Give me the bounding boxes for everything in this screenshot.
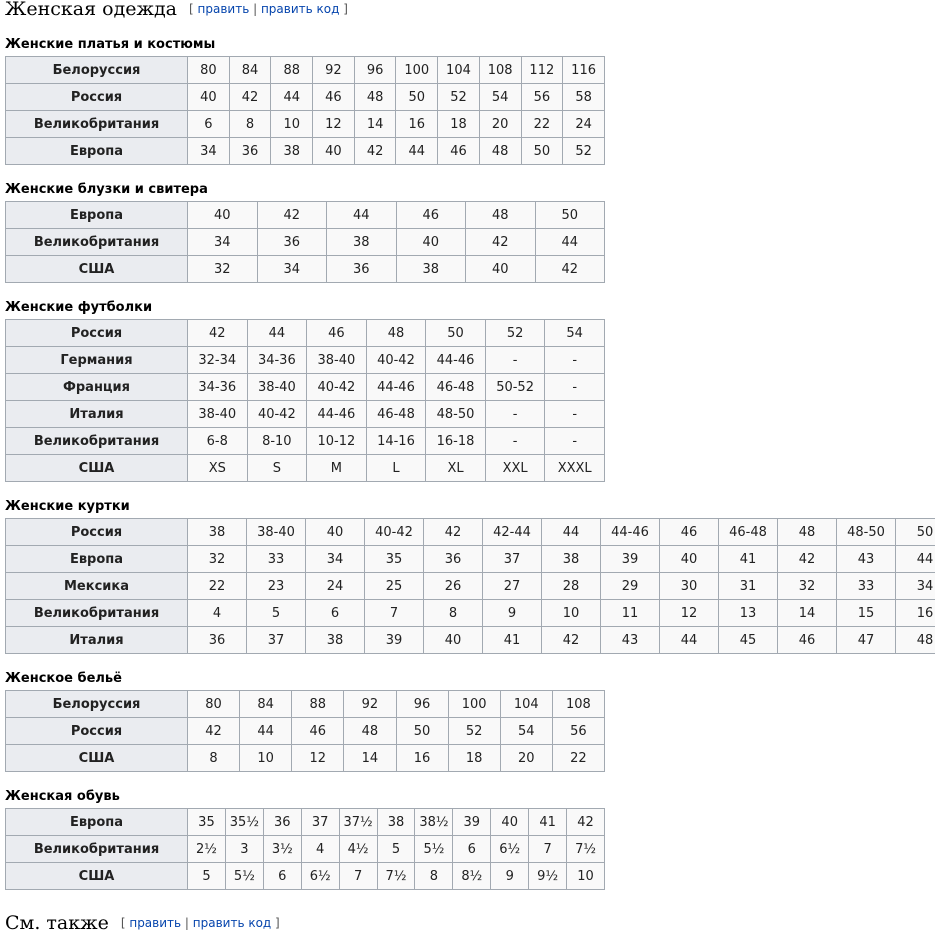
size-cell: M (307, 455, 367, 482)
row-header: Россия (6, 84, 188, 111)
table-row (6, 600, 935, 627)
size-cell: 34 (188, 229, 258, 256)
size-cell: 48 (778, 519, 837, 546)
size-cell: XXXL (545, 455, 605, 482)
size-cell: 52 (485, 320, 545, 347)
size-cell: 37 (247, 627, 306, 654)
size-cell: 33 (247, 546, 306, 573)
size-cell: 6 (263, 863, 301, 890)
caption-tshirts: Женские футболки (5, 300, 153, 315)
size-cell: 46 (396, 202, 466, 229)
size-cell: XS (188, 455, 248, 482)
size-cell: XXL (485, 455, 545, 482)
size-cell: 44-46 (307, 401, 367, 428)
size-cell: 48 (896, 627, 935, 654)
size-cell: 9 (491, 863, 529, 890)
size-cell: 54 (479, 84, 521, 111)
edit-section-links: [ править | править код ] (120, 916, 280, 930)
size-cell: 52 (438, 84, 480, 111)
edit-code-link[interactable]: править код (192, 916, 272, 930)
size-cell: - (545, 401, 605, 428)
size-cell: 50 (896, 519, 935, 546)
size-cell: 44-46 (426, 347, 486, 374)
size-cell: 5 (188, 863, 226, 890)
table-row (6, 836, 605, 863)
table-row (6, 809, 605, 836)
size-cell: 36 (424, 546, 483, 573)
size-cell: - (485, 428, 545, 455)
size-cell: 22 (188, 573, 247, 600)
size-cell: 48 (466, 202, 536, 229)
table-row (6, 519, 935, 546)
row-header: Великобритания (6, 111, 188, 138)
size-cell: 40-42 (365, 519, 424, 546)
size-cell: 50 (521, 138, 563, 165)
size-cell: 38 (271, 138, 313, 165)
size-cell: 32 (188, 546, 247, 573)
size-cell: 92 (344, 691, 396, 718)
table-row (6, 320, 605, 347)
size-cell: 41 (529, 809, 567, 836)
size-cell: 7 (339, 863, 377, 890)
size-cell: 48-50 (426, 401, 486, 428)
size-cell: 16-18 (426, 428, 486, 455)
caption-dresses: Женские платья и костюмы (5, 37, 216, 52)
size-cell: 6 (453, 836, 491, 863)
size-cell: 44 (535, 229, 605, 256)
size-cell: 38-40 (307, 347, 367, 374)
dresses-size-table (5, 56, 605, 165)
size-cell: 29 (601, 573, 660, 600)
size-cell: 34 (257, 256, 327, 283)
row-header: Европа (6, 546, 188, 573)
size-cell: 32 (188, 256, 258, 283)
size-cell: 42 (567, 809, 605, 836)
size-cell: 112 (521, 57, 563, 84)
section-heading (5, 0, 348, 19)
see-also-title: См. также (5, 912, 109, 934)
size-cell: 42 (466, 229, 536, 256)
edit-link[interactable]: править (197, 2, 250, 16)
size-cell: 38 (396, 256, 466, 283)
size-cell: 48 (366, 320, 426, 347)
size-cell: 42 (188, 320, 248, 347)
table-row (6, 84, 605, 111)
size-cell: 88 (271, 57, 313, 84)
size-cell: 6-8 (188, 428, 248, 455)
size-cell: 7 (365, 600, 424, 627)
size-cell: 44 (396, 138, 438, 165)
size-cell: 58 (563, 84, 605, 111)
size-cell: 32 (778, 573, 837, 600)
size-cell: 34 (896, 573, 935, 600)
size-cell: 12 (660, 600, 719, 627)
size-cell: 48 (344, 718, 396, 745)
size-cell: 40 (306, 519, 365, 546)
size-cell: 80 (188, 57, 230, 84)
caption-blouses: Женские блузки и свитера (5, 182, 208, 197)
tshirts-size-table (5, 319, 605, 482)
table-row (6, 347, 605, 374)
size-cell: - (545, 374, 605, 401)
size-cell: 23 (247, 573, 306, 600)
size-cell: 18 (448, 745, 500, 772)
size-cell: 3 (225, 836, 263, 863)
size-cell: 39 (601, 546, 660, 573)
size-cell: 96 (354, 57, 396, 84)
size-cell: 40 (188, 84, 230, 111)
size-cell: 104 (438, 57, 480, 84)
row-header: Мексика (6, 573, 188, 600)
size-cell: 38-40 (188, 401, 248, 428)
row-header: Россия (6, 519, 188, 546)
size-cell: 42 (424, 519, 483, 546)
size-cell: 46 (307, 320, 367, 347)
size-cell: 40-42 (247, 401, 307, 428)
size-cell: 50 (535, 202, 605, 229)
size-cell: 38½ (415, 809, 453, 836)
size-cell: 35 (365, 546, 424, 573)
table-row (6, 374, 605, 401)
size-cell: 10 (271, 111, 313, 138)
size-cell: 38 (188, 519, 247, 546)
row-header: Германия (6, 347, 188, 374)
size-cell: 108 (552, 691, 604, 718)
size-cell: 44 (660, 627, 719, 654)
size-cell: 31 (719, 573, 778, 600)
size-cell: 35 (188, 809, 226, 836)
size-cell: 35½ (225, 809, 263, 836)
size-cell: 47 (837, 627, 896, 654)
size-cell: 44 (896, 546, 935, 573)
size-cell: 37 (483, 546, 542, 573)
size-cell: 8 (424, 600, 483, 627)
size-cell: 30 (660, 573, 719, 600)
size-cell: 8-10 (247, 428, 307, 455)
size-cell: 40 (396, 229, 466, 256)
size-cell: S (247, 455, 307, 482)
table-row (6, 745, 605, 772)
table-row (6, 573, 935, 600)
size-cell: 5 (377, 836, 415, 863)
edit-section-links: [ править | править код ] (189, 2, 348, 16)
row-header: Великобритания (6, 836, 188, 863)
row-header: Италия (6, 401, 188, 428)
size-cell: 38 (542, 546, 601, 573)
size-cell: 44 (542, 519, 601, 546)
size-cell: 13 (719, 600, 778, 627)
size-cell: 48-50 (837, 519, 896, 546)
size-cell: 22 (521, 111, 563, 138)
size-cell: 40-42 (307, 374, 367, 401)
row-header: Белоруссия (6, 691, 188, 718)
size-cell: 48 (354, 84, 396, 111)
size-cell: 42 (257, 202, 327, 229)
size-cell: 92 (313, 57, 355, 84)
row-header: Россия (6, 320, 188, 347)
blouses-size-table (5, 201, 605, 283)
row-header: Франция (6, 374, 188, 401)
size-cell: 40 (313, 138, 355, 165)
size-cell: 2½ (188, 836, 226, 863)
size-cell: 10 (542, 600, 601, 627)
table-row (6, 546, 935, 573)
table-row (6, 202, 605, 229)
size-cell: 50 (426, 320, 486, 347)
size-cell: 34-36 (247, 347, 307, 374)
size-cell: 43 (837, 546, 896, 573)
size-cell: 108 (479, 57, 521, 84)
size-cell: 40 (491, 809, 529, 836)
see-also-heading (5, 914, 280, 933)
row-header: Россия (6, 718, 188, 745)
size-cell: 5½ (415, 836, 453, 863)
size-cell: 34 (306, 546, 365, 573)
size-cell: - (545, 347, 605, 374)
row-header: США (6, 455, 188, 482)
table-row (6, 627, 935, 654)
size-cell: 7 (529, 836, 567, 863)
size-cell: 7½ (377, 863, 415, 890)
size-cell: 45 (719, 627, 778, 654)
size-cell: 4 (301, 836, 339, 863)
size-cell: 10 (240, 745, 292, 772)
table-row (6, 229, 605, 256)
size-cell: 46-48 (426, 374, 486, 401)
size-cell: 34 (188, 138, 230, 165)
caption-underwear: Женское бельё (5, 671, 122, 686)
size-cell: 44 (271, 84, 313, 111)
row-header: США (6, 863, 188, 890)
size-cell: 46 (313, 84, 355, 111)
size-cell: 42-44 (483, 519, 542, 546)
size-cell: 40 (188, 202, 258, 229)
row-header: США (6, 745, 188, 772)
size-cell: 116 (563, 57, 605, 84)
row-header: США (6, 256, 188, 283)
size-cell: 22 (552, 745, 604, 772)
size-cell: - (485, 347, 545, 374)
size-cell: - (545, 428, 605, 455)
size-cell: 8½ (453, 863, 491, 890)
size-cell: 44 (247, 320, 307, 347)
size-cell: 20 (479, 111, 521, 138)
size-cell: 8 (188, 745, 240, 772)
size-cell: 16 (396, 745, 448, 772)
size-cell: 50-52 (485, 374, 545, 401)
size-cell: 41 (483, 627, 542, 654)
size-cell: 14 (344, 745, 396, 772)
size-cell: 32-34 (188, 347, 248, 374)
row-header: Италия (6, 627, 188, 654)
size-cell: 42 (542, 627, 601, 654)
size-cell: 104 (500, 691, 552, 718)
size-cell: 56 (521, 84, 563, 111)
size-cell: 46 (292, 718, 344, 745)
size-cell: 54 (500, 718, 552, 745)
size-cell: 7½ (567, 836, 605, 863)
row-header: Великобритания (6, 600, 188, 627)
size-cell: 16 (896, 600, 935, 627)
size-cell: 12 (313, 111, 355, 138)
size-cell: 46 (778, 627, 837, 654)
size-cell: 36 (188, 627, 247, 654)
size-cell: 37 (301, 809, 339, 836)
size-cell: 36 (263, 809, 301, 836)
size-cell: 10 (567, 863, 605, 890)
size-cell: 44 (327, 202, 397, 229)
size-cell: 27 (483, 573, 542, 600)
size-cell: - (485, 401, 545, 428)
size-cell: 80 (188, 691, 240, 718)
section-title: Женская одежда (5, 0, 178, 20)
size-cell: 44 (240, 718, 292, 745)
edit-link[interactable]: править (129, 916, 182, 930)
size-cell: 5 (247, 600, 306, 627)
size-cell: 38-40 (247, 519, 306, 546)
table-row (6, 863, 605, 890)
size-cell: 4 (188, 600, 247, 627)
size-cell: 36 (229, 138, 271, 165)
size-cell: 100 (396, 57, 438, 84)
size-cell: L (366, 455, 426, 482)
table-row (6, 691, 605, 718)
size-cell: 14 (354, 111, 396, 138)
size-cell: 44-46 (366, 374, 426, 401)
size-cell: 37½ (339, 809, 377, 836)
size-cell: 46-48 (366, 401, 426, 428)
size-cell: 46-48 (719, 519, 778, 546)
row-header: Европа (6, 809, 188, 836)
size-cell: 42 (188, 718, 240, 745)
size-cell: 42 (535, 256, 605, 283)
edit-code-link[interactable]: править код (260, 2, 340, 16)
size-cell: 38 (327, 229, 397, 256)
size-cell: 26 (424, 573, 483, 600)
size-cell: 46 (660, 519, 719, 546)
size-cell: 14 (778, 600, 837, 627)
size-cell: 40 (660, 546, 719, 573)
size-cell: 18 (438, 111, 480, 138)
size-cell: 16 (396, 111, 438, 138)
caption-jackets: Женские куртки (5, 499, 130, 514)
size-cell: 39 (453, 809, 491, 836)
size-cell: 34-36 (188, 374, 248, 401)
size-cell: 56 (552, 718, 604, 745)
table-row (6, 401, 605, 428)
size-cell: 40 (466, 256, 536, 283)
size-cell: 42 (778, 546, 837, 573)
table-row (6, 111, 605, 138)
size-cell: 9½ (529, 863, 567, 890)
row-header: Великобритания (6, 229, 188, 256)
size-cell: 28 (542, 573, 601, 600)
table-row (6, 428, 605, 455)
size-cell: 38 (377, 809, 415, 836)
size-cell: 46 (438, 138, 480, 165)
size-cell: 5½ (225, 863, 263, 890)
table-row (6, 256, 605, 283)
table-row (6, 57, 605, 84)
size-cell: 33 (837, 573, 896, 600)
table-row (6, 455, 605, 482)
size-cell: 43 (601, 627, 660, 654)
size-cell: 96 (396, 691, 448, 718)
size-cell: 14-16 (366, 428, 426, 455)
size-cell: 52 (563, 138, 605, 165)
row-header: Европа (6, 138, 188, 165)
size-cell: XL (426, 455, 486, 482)
size-cell: 20 (500, 745, 552, 772)
size-cell: 15 (837, 600, 896, 627)
row-header: Великобритания (6, 428, 188, 455)
size-cell: 12 (292, 745, 344, 772)
size-cell: 39 (365, 627, 424, 654)
size-cell: 11 (601, 600, 660, 627)
size-cell: 40-42 (366, 347, 426, 374)
size-cell: 100 (448, 691, 500, 718)
size-cell: 36 (257, 229, 327, 256)
size-cell: 42 (229, 84, 271, 111)
size-cell: 6 (188, 111, 230, 138)
size-cell: 25 (365, 573, 424, 600)
size-cell: 4½ (339, 836, 377, 863)
size-cell: 10-12 (307, 428, 367, 455)
size-cell: 24 (563, 111, 605, 138)
size-cell: 44-46 (601, 519, 660, 546)
table-row (6, 718, 605, 745)
size-cell: 52 (448, 718, 500, 745)
jackets-size-table (5, 518, 935, 654)
size-cell: 88 (292, 691, 344, 718)
size-cell: 8 (229, 111, 271, 138)
size-cell: 6½ (491, 836, 529, 863)
size-cell: 6½ (301, 863, 339, 890)
row-header: Белоруссия (6, 57, 188, 84)
size-cell: 54 (545, 320, 605, 347)
size-cell: 3½ (263, 836, 301, 863)
table-row (6, 138, 605, 165)
size-cell: 41 (719, 546, 778, 573)
size-cell: 42 (354, 138, 396, 165)
shoes-size-table (5, 808, 605, 890)
size-cell: 38-40 (247, 374, 307, 401)
size-cell: 40 (424, 627, 483, 654)
size-cell: 48 (479, 138, 521, 165)
size-cell: 36 (327, 256, 397, 283)
size-cell: 84 (240, 691, 292, 718)
row-header: Европа (6, 202, 188, 229)
size-cell: 9 (483, 600, 542, 627)
size-cell: 50 (396, 84, 438, 111)
size-cell: 84 (229, 57, 271, 84)
size-cell: 6 (306, 600, 365, 627)
size-cell: 50 (396, 718, 448, 745)
underwear-size-table (5, 690, 605, 772)
size-cell: 38 (306, 627, 365, 654)
size-cell: 8 (415, 863, 453, 890)
caption-shoes: Женская обувь (5, 789, 120, 804)
size-cell: 24 (306, 573, 365, 600)
